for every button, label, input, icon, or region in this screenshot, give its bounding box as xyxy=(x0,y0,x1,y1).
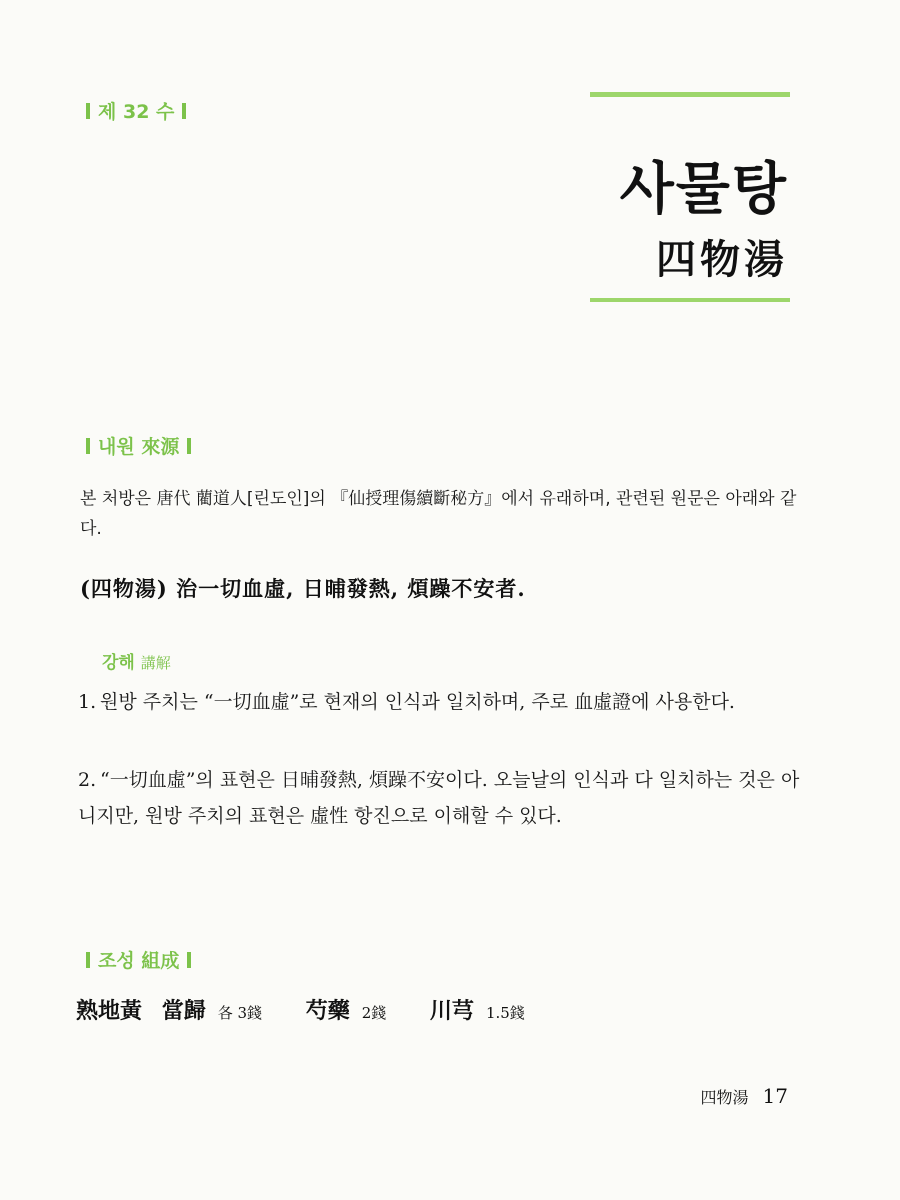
section-marker-left xyxy=(86,438,90,454)
herb-name: 熟地黃 xyxy=(76,998,143,1024)
section-marker-right xyxy=(187,438,191,454)
item-number: 2. xyxy=(78,769,97,791)
explanation-heading-text: 강해 xyxy=(102,653,135,673)
herb-dose: 1.5錢 xyxy=(485,1004,525,1022)
source-paragraph: 본 처방은 唐代 藺道人[린도인]의 『仙授理傷續斷秘方』에서 유래하며, 관련된 원문은 아래와 같다. xyxy=(80,489,797,539)
herb-composition-line xyxy=(76,994,561,1025)
explanation-heading-hanja: 講解 xyxy=(140,654,171,672)
item-text: “一切血虛”의 표현은 日晡發熱, 煩躁不安이다. 오늘날의 인식과 다 일치하는 것은 아니지만, 원방 주치의 표현은 虛性 항진으로 이해할 수 있다. xyxy=(78,769,800,827)
page-footer xyxy=(701,1084,788,1108)
explanation-heading xyxy=(102,648,171,673)
composition-heading-text: 조성 組成 xyxy=(98,950,180,972)
explanation-item-1 xyxy=(78,684,808,720)
herb-dose: 2錢 xyxy=(361,1004,387,1022)
source-heading xyxy=(86,432,191,459)
herb-name: 川芎 xyxy=(429,998,474,1024)
page-title-korean: 사물탕 xyxy=(619,157,788,222)
section-marker-right xyxy=(187,952,191,968)
herb-name: 芍藥 xyxy=(305,998,350,1024)
chapter-label xyxy=(86,97,186,124)
chapter-label-text: 제 32 수 xyxy=(98,101,175,123)
title-rule-bottom xyxy=(590,298,790,302)
page-title-hanja: 四物湯 xyxy=(656,236,788,283)
title-rule-top xyxy=(590,92,790,97)
herb-name: 當歸 xyxy=(161,998,206,1024)
classical-quote: (四物湯) 治一切血虛, 日晡發熱, 煩躁不安者. xyxy=(80,576,526,601)
explanation-item-2 xyxy=(78,762,808,834)
composition-heading xyxy=(86,946,191,973)
section-marker-right xyxy=(182,103,186,119)
section-marker-left xyxy=(86,103,90,119)
source-heading-text: 내원 來源 xyxy=(98,436,180,458)
item-number: 1. xyxy=(78,691,97,713)
page-number: 17 xyxy=(762,1084,788,1108)
running-title: 四物湯 xyxy=(700,1088,749,1107)
herb-dose: 各 3錢 xyxy=(217,1004,263,1022)
section-marker-left xyxy=(86,952,90,968)
item-text: 원방 주치는 “一切血虛”로 현재의 인식과 일치하며, 주로 血虛證에 사용한다. xyxy=(100,691,735,713)
